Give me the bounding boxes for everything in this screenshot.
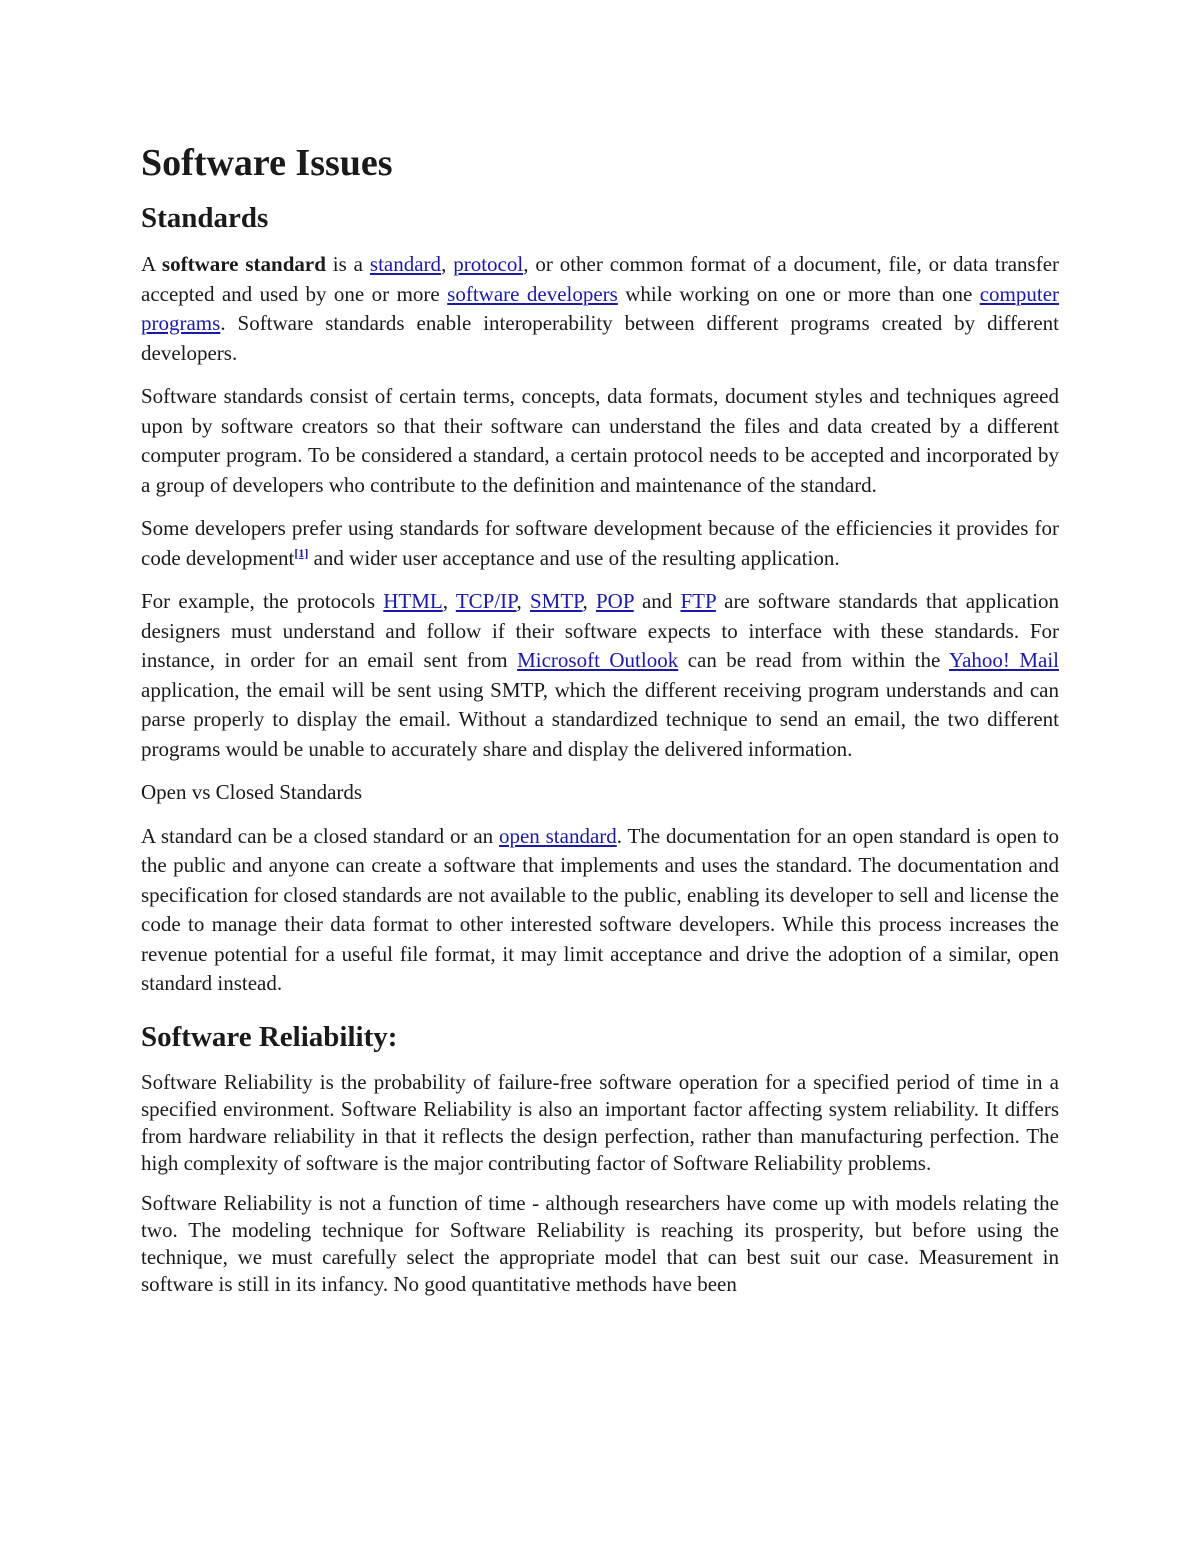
- link-tcp-ip[interactable]: TCP/IP: [455, 589, 517, 613]
- link-software-developers[interactable]: software developers: [447, 281, 618, 306]
- link-smtp[interactable]: SMTP: [529, 589, 583, 613]
- standards-paragraph-1: A software standard is a standard, protocol, or other common format of a document, file, or data transfer accepted and used by one or more software developers while working on one or more than one computer programs. Software standards enable interoperability between different programs created by different developers.: [141, 252, 1060, 365]
- footnote-ref: [294, 546, 308, 560]
- link-open-standard[interactable]: open standard: [498, 823, 617, 848]
- reliability-paragraph-1: Software Reliability is the probability of failure-free software operation for a specified period of time in a specified environment. Software Reliability is also an important factor affecting system reliability. It differs from hardware reliability in that it reflects the design perfection, rather than manufacturing perfection. The high complexity of software is the major contributing factor of Software Reliability problems.: [141, 1069, 1059, 1175]
- link-html[interactable]: HTML: [383, 589, 443, 613]
- document-page: [141, 140, 1059, 1311]
- bold-term-software-standard: software standard: [161, 252, 326, 276]
- standards-paragraph-3: Some developers prefer using standards for software development because of the efficiencies it provides for code development[1] and wider user acceptance and use of the resulting application.: [141, 516, 1059, 570]
- link-ftp[interactable]: FTP: [680, 589, 716, 613]
- standards-paragraph-2: Software standards consist of certain terms, concepts, data formats, document styles and techniques agreed upon by software creators so that their software can understand the files and data created by a different computer program. To be considered a standard, a certain protocol needs to be accepted and incorporated by a group of developers who contribute to the definition and maintenance of the standard.: [141, 384, 1059, 497]
- link-yahoo-mail[interactable]: Yahoo! Mail: [949, 648, 1060, 672]
- section-heading-software-reliability: Software Reliability:: [141, 1020, 398, 1053]
- reliability-paragraph-2: Software Reliability is not a function of time - although researchers have come up with models relating the two. The modeling technique for Software Reliability is reaching its prosperity, but before using the technique, we must carefully select the appropriate model that can best suit our case. Measurement in software is still in its infancy. No good quantitative methods have been: [141, 1190, 1059, 1296]
- page-title: Software Issues: [141, 142, 393, 184]
- link-pop[interactable]: POP: [595, 589, 634, 613]
- link-protocol[interactable]: protocol: [453, 252, 524, 276]
- subheading-open-vs-closed: Open vs Closed Standards: [141, 780, 363, 804]
- link-standard[interactable]: standard: [369, 252, 442, 276]
- standards-paragraph-4: For example, the protocols HTML, TCP/IP, SMTP, POP and FTP are software standards that application designers must understand and follow if their software expects to interface with these standards. For instance, in order for an email sent from Microsoft Outlook can be read from within the Yahoo! Mail application, the email will be sent using SMTP, which the different receiving program understands and can parse properly to display the email. Without a standardized technique to send an email, the two different programs would be unable to accurately share and display the delivered information.: [141, 589, 1060, 761]
- section-heading-standards: Standards: [141, 202, 269, 234]
- link-microsoft-outlook[interactable]: Microsoft Outlook: [517, 648, 679, 672]
- footnote-link[interactable]: [1]: [294, 545, 309, 560]
- standards-paragraph-5: A standard can be a closed standard or an open standard. The documentation for an open standard is open to the public and anyone can create a software that implements and uses the standard. The documentation and specification for closed standards are not available to the public, enabling its developer to sell and license the code to manage their data format to other interested software developers. While this process increases the revenue potential for a useful file format, it may limit acceptance and drive the adoption of a similar, open standard instead.: [141, 823, 1059, 995]
- link-computer-programs[interactable]: computer programs: [141, 281, 1060, 335]
